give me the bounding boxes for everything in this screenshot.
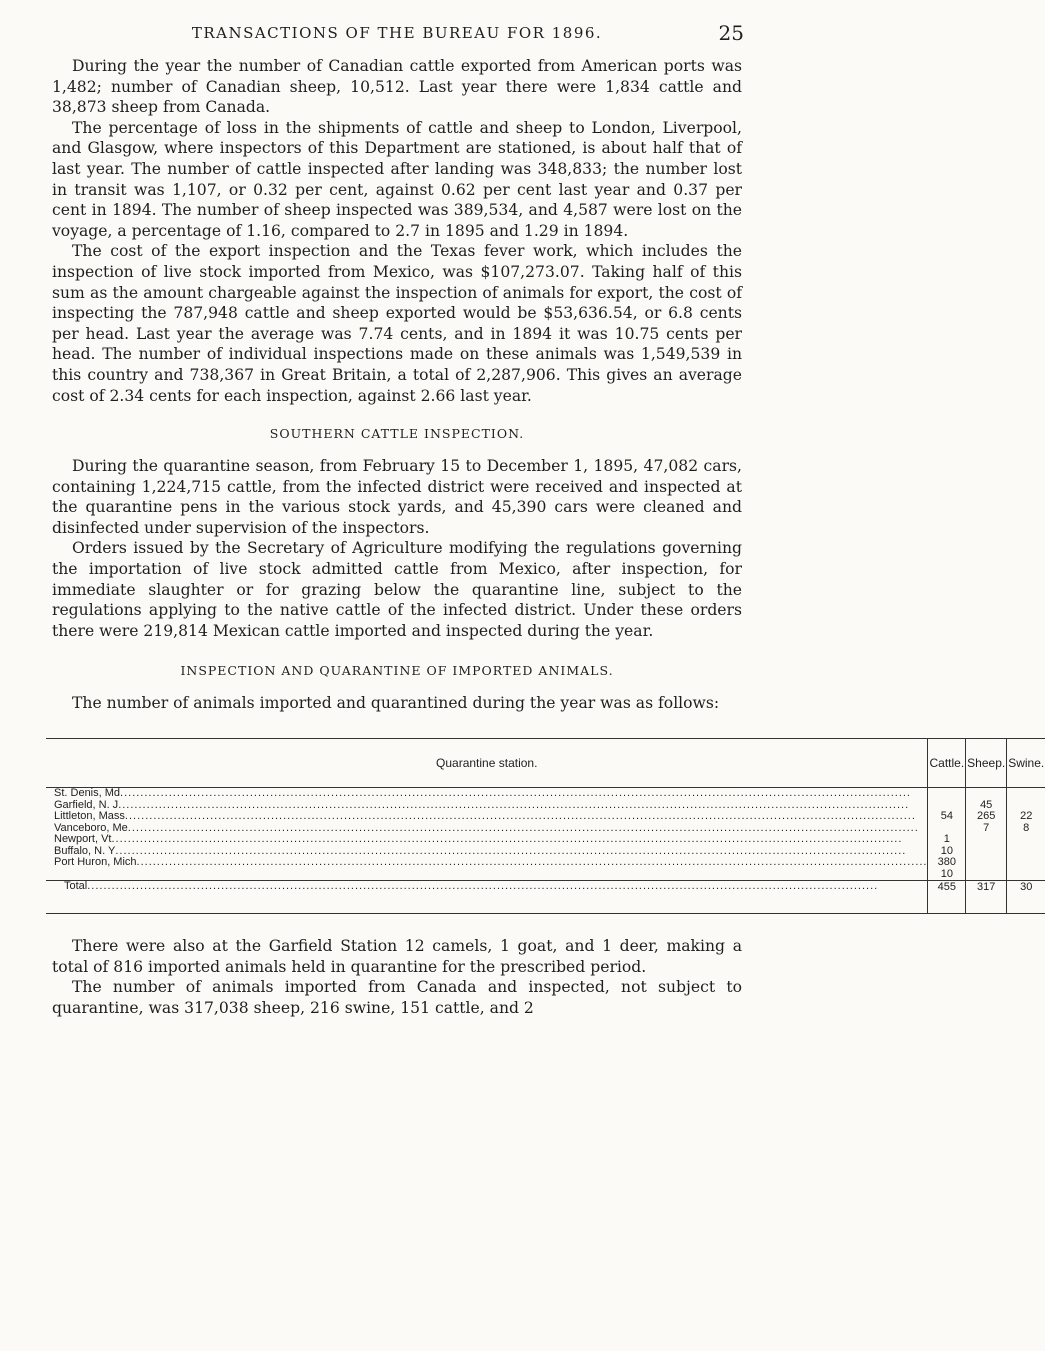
swine-value: 8 <box>1023 821 1030 834</box>
cattle-value: 380 <box>937 856 956 869</box>
swine-column <box>1007 788 1045 881</box>
station-name: Littleton, Mass ..... <box>46 811 927 823</box>
page-header <box>52 18 742 48</box>
cattle-value: 54 <box>940 810 953 823</box>
paragraph-quarantine-season: During the quarantine season, from February 15 to December 1, 1895, 47,082 cars, containing 1,224,715 cattle, from the infected district were received and inspected at the quarantine pens in the various stock yards, and 45,390 cars were cleaned and disinfected under supervision of the inspectors. <box>52 457 742 537</box>
station-name: Newport, Vt ..... <box>46 834 927 846</box>
swine-value: 22 <box>1020 810 1033 823</box>
station-name: Buffalo, N. Y ..... <box>46 846 927 858</box>
table-header-row <box>46 739 1045 788</box>
sheep-value: 265 <box>977 810 996 823</box>
station-name: Port Huron, Mich ..... <box>46 857 927 869</box>
cattle-value: 1 <box>943 833 950 846</box>
swine-value <box>1007 869 1045 881</box>
quarantine-table <box>46 738 1045 914</box>
paragraph-inspection-cost: The cost of the export inspection and the Texas fever work, which includes the inspection of live stock imported from Mexico, was $107,273.07. Taking half of this sum as the amount chargeable against the inspection of animals for export, the cost of inspecting the 787,948 cattle and sheep exported would be $53,636.54, or 6.8 cents per head. Last year the average was 7.74 cents, and in 1894 it was 10.75 cents per head. The number of individual inspections made on these animals was 1,549,539 in this country and 738,367 in Great Britain, a total of 2,287,906. This gives an average cost of 2.34 cents for each inspection, against 2.66 last year. <box>52 242 742 405</box>
table-total-row <box>46 881 1045 914</box>
cattle-value: 10 <box>940 844 953 857</box>
swine-value <box>1007 846 1045 858</box>
sheep-value <box>966 788 1006 800</box>
total-swine: 30 <box>1007 881 1045 914</box>
section-heading-southern: SOUTHERN CATTLE INSPECTION. <box>269 426 525 442</box>
paragraph-canadian-exports: During the year the number of Canadian cattle exported from American ports was 1,482; number of Canadian sheep, 10,512. Last year there were 1,834 cattle and 38,873 sheep from Canada. <box>52 57 742 117</box>
station-name <box>46 869 927 881</box>
header-sheep: Sheep. <box>966 739 1007 788</box>
header-cattle: Cattle. <box>928 739 966 788</box>
running-title: TRANSACTIONS OF THE BUREAU FOR 1896. <box>191 24 603 42</box>
paragraph-canada-imports: The number of animals imported from Canada and inspected, not subject to quarantine, was 317,038 sheep, 216 swine, 151 cattle, and 2 <box>52 978 742 1017</box>
total-cattle: 455 <box>928 881 966 914</box>
cattle-value <box>928 788 965 800</box>
swine-value <box>1007 857 1045 869</box>
sheep-value <box>966 869 1006 881</box>
paragraph-loss-percentage: The percentage of loss in the shipments of cattle and sheep to London, Liverpool, and Glasgow, where inspectors of this Department are stationed, is about half that of last year. The number of cattle inspected after landing was 348,833; the number lost in transit was 1,107, or 0.32 per cent, against 0.62 per cent last year and 0.37 per cent in 1894. The number of sheep inspected was 389,534, and 4,587 were lost on the voyage, a percentage of 1.16, compared to 2.7 in 1895 and 1.29 in 1894. <box>52 118 742 240</box>
header-swine: Swine. <box>1007 739 1045 788</box>
station-name: St. Denis, Md ..... <box>46 788 927 800</box>
swine-value <box>1007 788 1045 800</box>
station-name: Vanceboro, Me ..... <box>46 823 927 835</box>
total-label: Total ..... <box>46 881 927 893</box>
station-column <box>46 788 928 881</box>
sheep-value: 45 <box>980 798 993 811</box>
section-heading-inspection: INSPECTION AND QUARANTINE OF IMPORTED ANIMALS. <box>180 663 614 679</box>
sheep-value <box>966 834 1006 846</box>
total-sheep: 317 <box>966 881 1007 914</box>
station-name: Garfield, N. J ..... <box>46 800 927 812</box>
sheep-value <box>966 857 1006 869</box>
sheep-column <box>966 788 1007 881</box>
paragraph-mexican-orders: Orders issued by the Secretary of Agriculture modifying the regulations governing the importation of live stock admitted cattle from Mexico, after inspection, for immediate slaughter or for grazing below the quarantine line, subject to the regulations applying to the native cattle of the infected district. Under these orders there were 219,814 Mexican cattle imported and inspected during the year. <box>52 539 742 640</box>
paragraph-garfield-station: There were also at the Garfield Station 12 camels, 1 goat, and 1 deer, making a total of 816 imported animals held in quarantine for the prescribed period. <box>52 937 742 976</box>
page-number: 25 <box>718 21 744 45</box>
header-station: Quarantine station. <box>46 739 928 788</box>
cattle-column <box>928 788 966 881</box>
document-page <box>52 18 1045 1018</box>
sheep-value <box>966 846 1006 858</box>
cattle-value: 10 <box>940 867 953 880</box>
paragraph-imported-intro: The number of animals imported and quarantined during the year was as follows: <box>72 694 720 713</box>
sheep-value: 7 <box>983 821 990 834</box>
table-body-row <box>46 788 1045 881</box>
swine-value <box>1007 834 1045 846</box>
